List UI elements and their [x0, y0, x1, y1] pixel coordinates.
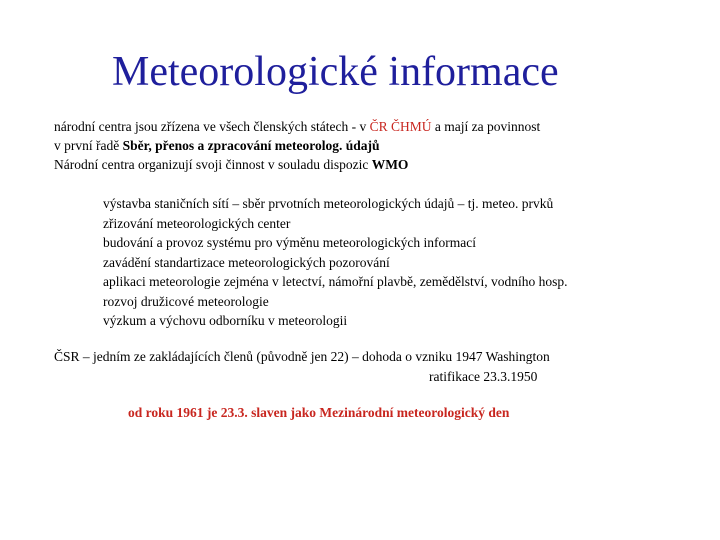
intro-line-3: [54, 155, 540, 174]
wmo-label: WMO: [371, 157, 409, 172]
list-item: výstavba staničních sítí – sběr prvotních meteorologických údajů – tj. meteo. prvků: [103, 196, 554, 211]
list-item: budování a provoz systému pro výměnu meteorologických informací: [103, 235, 477, 250]
list-item: zřizování meteorologických center: [103, 215, 291, 231]
intro-line-1: [54, 117, 540, 136]
intro-line-3-text: Národní centra organizují svoji činnost v souladu dispozic: [54, 157, 372, 172]
footer-note: od roku 1961 je 23.3. slaven jako Mezinárodní meteorologický den: [128, 405, 510, 420]
chmu-highlight: ČR ČHMÚ: [369, 119, 432, 134]
intro-line-2-text: v první řadě: [54, 138, 123, 153]
slide-title: Meteorologické informace: [112, 49, 559, 95]
intro-line-2: [54, 136, 540, 155]
list-item: výzkum a výchovu odborníku v meteorologii: [103, 313, 348, 328]
history-line-1: ČSR – jedním ze zakládajících členů (původně jen 22) – dohoda o vzniku 1947 Washington: [54, 349, 550, 364]
history-line-2: ratifikace 23.3.1950: [429, 368, 538, 384]
list-item: zavádění standartizace meteorologických pozorování: [103, 254, 390, 270]
intro-line-2-bold: Sběr, přenos a zpracování meteorolog. údajů: [122, 138, 380, 153]
intro-line-1-text: národní centra jsou zřízena ve všech členských státech - v: [54, 119, 370, 134]
intro-paragraph: [54, 117, 540, 174]
intro-line-1-rest: a mají za povinnost: [431, 119, 541, 134]
list-item: rozvoj družicové meteorologie: [103, 293, 269, 309]
activities-list: [103, 194, 567, 331]
list-item: aplikaci meteorologie zejména v letectví, námořní plavbě, zemědělství, vodního hosp.: [103, 274, 568, 289]
history-paragraph: [54, 347, 550, 386]
